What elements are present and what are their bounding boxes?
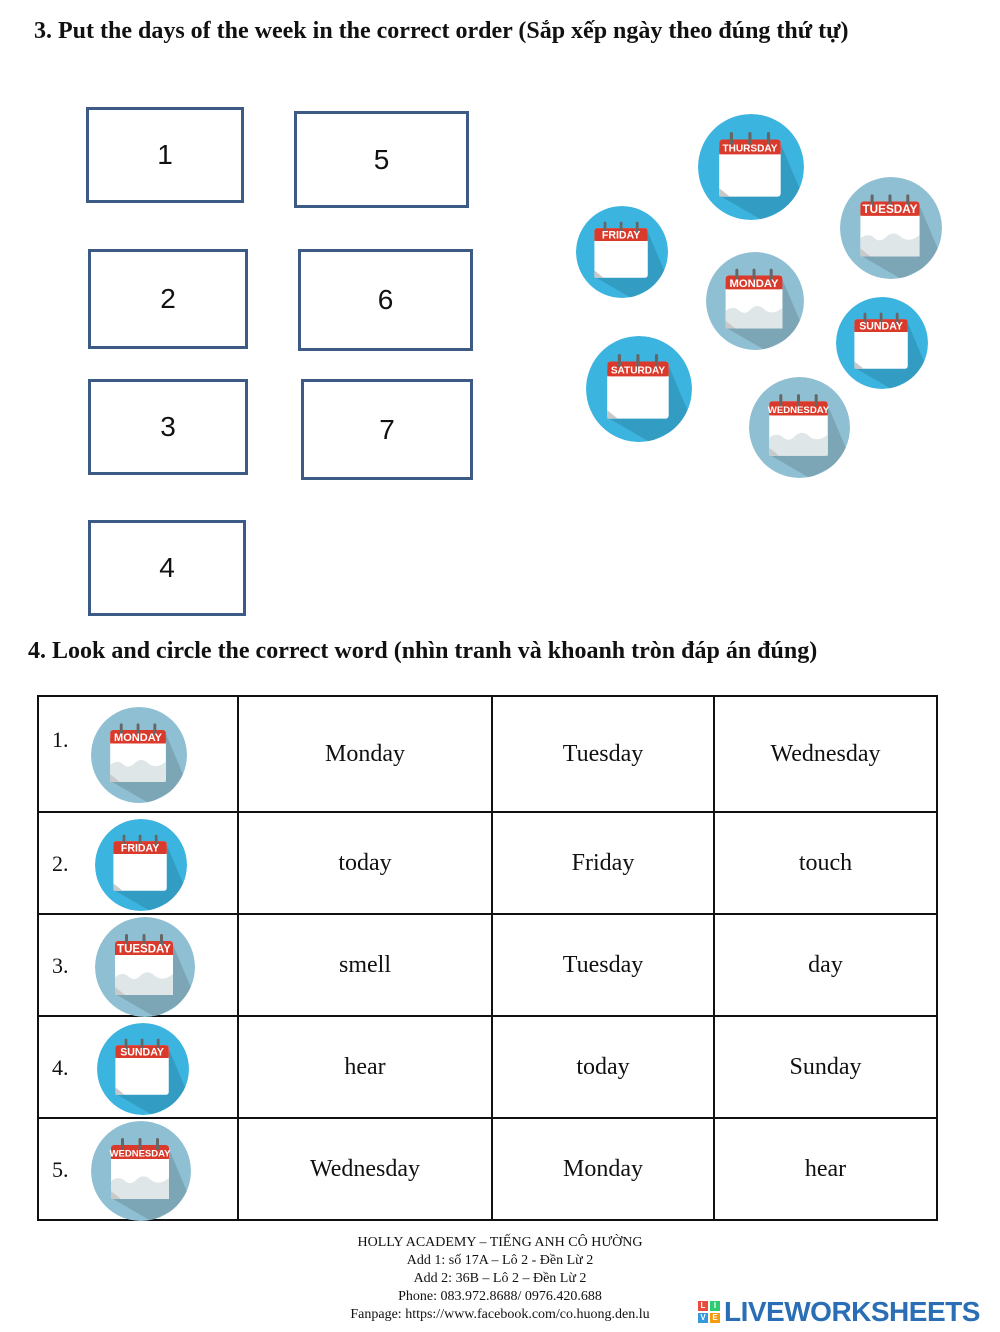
answer-option[interactable]: Wednesday [714, 696, 937, 812]
calendar-sunday-icon [836, 297, 928, 389]
svg-text:THURSDAY: THURSDAY [722, 143, 778, 155]
calendar-wednesday-icon [91, 1121, 191, 1221]
question-picture-cell [38, 1016, 238, 1118]
answer-option[interactable]: Tuesday [492, 696, 714, 812]
calendar-tuesday-icon [95, 917, 195, 1017]
table-row [38, 914, 937, 1016]
section-3-title: 3. Put the days of the week in the correct order (Sắp xếp ngày theo đúng thứ tự) [34, 18, 849, 44]
question-picture-cell [38, 914, 238, 1016]
svg-text:SATURDAY: SATURDAY [610, 365, 666, 377]
answer-option[interactable]: smell [238, 914, 492, 1016]
question-number: 4. [52, 1055, 69, 1080]
answer-option[interactable]: Friday [492, 812, 714, 914]
svg-text:MONDAY: MONDAY [729, 277, 779, 290]
svg-text:WEDNESDAY: WEDNESDAY [767, 404, 830, 416]
svg-text:MONDAY: MONDAY [114, 732, 163, 745]
answer-option[interactable]: Tuesday [492, 914, 714, 1016]
calendar-saturday-icon [586, 336, 692, 442]
answer-table [37, 695, 938, 1221]
footer-phone: Phone: 083.972.8688/ 0976.420.688 [398, 1289, 602, 1304]
svg-text:TUESDAY: TUESDAY [117, 943, 171, 956]
footer-academy: HOLLY ACADEMY – TIẾNG ANH CÔ HƯỜNG [357, 1235, 643, 1250]
calendar-friday-icon [576, 206, 668, 298]
question-number: 1. [52, 727, 69, 752]
answer-option[interactable]: day [714, 914, 937, 1016]
footer-address-1: Add 1: số 17A – Lô 2 - Đền Lừ 2 [406, 1253, 594, 1268]
order-box-6[interactable]: 6 [298, 249, 473, 351]
answer-option[interactable]: hear [238, 1016, 492, 1118]
order-box-7[interactable]: 7 [301, 379, 473, 480]
calendar-wednesday-icon [749, 377, 850, 478]
svg-text:TUESDAY: TUESDAY [862, 203, 918, 217]
calendar-monday-icon [706, 252, 804, 350]
question-number: 3. [52, 953, 69, 978]
liveworksheets-logo[interactable] [698, 1296, 980, 1328]
order-box-3[interactable]: 3 [88, 379, 248, 475]
answer-option[interactable]: Monday [238, 696, 492, 812]
svg-text:SUNDAY: SUNDAY [859, 320, 903, 333]
order-box-4[interactable]: 4 [88, 520, 246, 616]
answer-option[interactable]: touch [714, 812, 937, 914]
table-row [38, 1016, 937, 1118]
liveworksheets-wordmark: LIVEWORKSHEETS [724, 1296, 980, 1327]
table-row [38, 812, 937, 914]
answer-option[interactable]: hear [714, 1118, 937, 1220]
svg-text:FRIDAY: FRIDAY [120, 842, 160, 855]
calendar-thursday-icon [698, 114, 804, 220]
order-box-2[interactable]: 2 [88, 249, 248, 349]
svg-text:SUNDAY: SUNDAY [120, 1046, 164, 1059]
question-number: 5. [52, 1157, 69, 1182]
table-row [38, 1118, 937, 1220]
calendar-monday-icon [91, 707, 187, 803]
footer-address-2: Add 2: 36B – Lô 2 – Đền Lừ 2 [413, 1271, 587, 1286]
question-picture-cell [38, 1118, 238, 1220]
question-number: 2. [52, 851, 69, 876]
footer-fanpage[interactable]: Fanpage: https://www.facebook.com/co.huong.den.lu [350, 1307, 650, 1322]
section-4-title: 4. Look and circle the correct word (nhìn tranh và khoanh tròn đáp án đúng) [28, 638, 818, 664]
order-box-1[interactable]: 1 [86, 107, 244, 203]
answer-option[interactable]: Sunday [714, 1016, 937, 1118]
calendar-friday-icon [95, 819, 187, 911]
svg-text:WEDNESDAY: WEDNESDAY [109, 1148, 171, 1160]
question-picture-cell [38, 696, 238, 812]
liveworksheets-mark-icon: L I V E [698, 1301, 720, 1323]
calendar-tuesday-icon [840, 177, 942, 279]
question-picture-cell [38, 812, 238, 914]
answer-option[interactable]: today [492, 1016, 714, 1118]
table-row [38, 696, 937, 812]
svg-text:FRIDAY: FRIDAY [601, 229, 641, 242]
calendar-sunday-icon [97, 1023, 189, 1115]
answer-option[interactable]: Monday [492, 1118, 714, 1220]
order-box-5[interactable]: 5 [294, 111, 469, 208]
answer-option[interactable]: Wednesday [238, 1118, 492, 1220]
answer-option[interactable]: today [238, 812, 492, 914]
